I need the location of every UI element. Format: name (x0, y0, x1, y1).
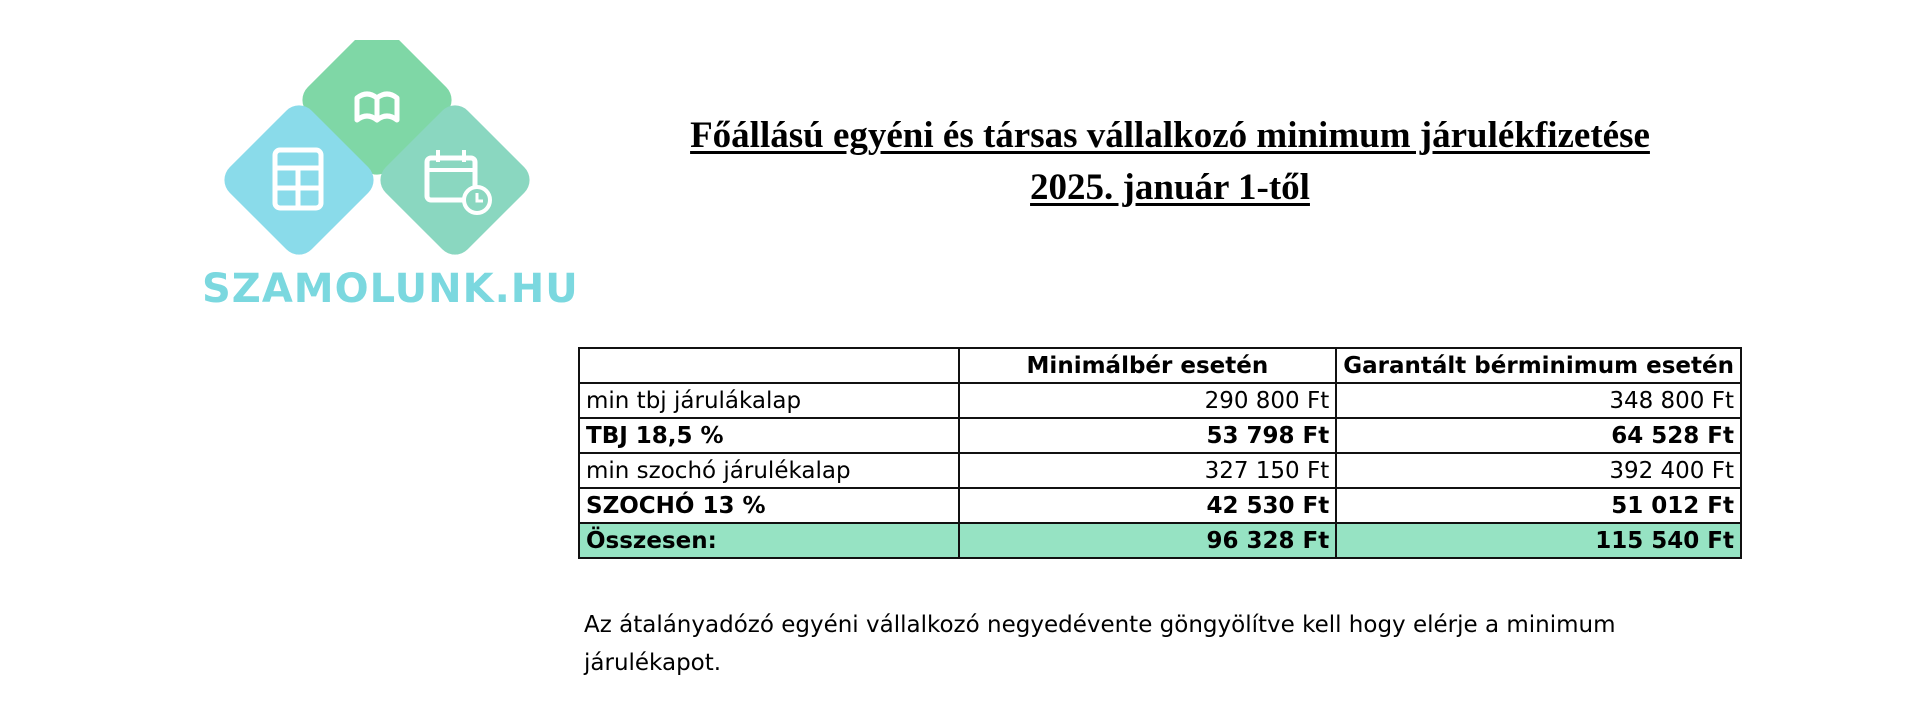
table-row-total (579, 523, 1741, 558)
row-value-minimalber: 290 800 Ft (959, 383, 1337, 418)
row-value-garantalt: 392 400 Ft (1336, 453, 1741, 488)
row-value-minimalber: 96 328 Ft (959, 523, 1337, 558)
table-row (579, 453, 1741, 488)
table-row (579, 418, 1741, 453)
table-header-row (579, 348, 1741, 383)
row-value-minimalber: 327 150 Ft (959, 453, 1337, 488)
row-value-garantalt: 115 540 Ft (1336, 523, 1741, 558)
table-row (579, 383, 1741, 418)
title-line-2: 2025. január 1-től (1030, 167, 1310, 208)
row-label: min tbj járulákalap (579, 383, 959, 418)
row-value-garantalt: 64 528 Ft (1336, 418, 1741, 453)
row-label: SZOCHÓ 13 % (579, 488, 959, 523)
row-value-garantalt: 51 012 Ft (1336, 488, 1741, 523)
header-garantalt: Garantált bérminimum esetén (1336, 348, 1741, 383)
logo-text: SZAMOLUNK.HU (202, 266, 579, 312)
row-value-garantalt: 348 800 Ft (1336, 383, 1741, 418)
logo-graphic (195, 40, 575, 260)
footnote-line-2: járulékapot. (584, 650, 722, 676)
footnote (584, 606, 1684, 682)
row-value-minimalber: 42 530 Ft (959, 488, 1337, 523)
page-title (600, 110, 1740, 214)
contribution-table (578, 347, 1742, 559)
logo (195, 40, 579, 312)
header-minimalber: Minimálbér esetén (959, 348, 1337, 383)
header-empty (579, 348, 959, 383)
row-value-minimalber: 53 798 Ft (959, 418, 1337, 453)
row-label: min szochó járulékalap (579, 453, 959, 488)
footnote-line-1: Az átalányadózó egyéni vállalkozó negyedévente göngyölítve kell hogy elérje a minimum (584, 612, 1616, 638)
row-label: Összesen: (579, 523, 959, 558)
table-row (579, 488, 1741, 523)
row-label: TBJ 18,5 % (579, 418, 959, 453)
title-line-1: Főállású egyéni és társas vállalkozó minimum járulékfizetése (690, 115, 1650, 156)
